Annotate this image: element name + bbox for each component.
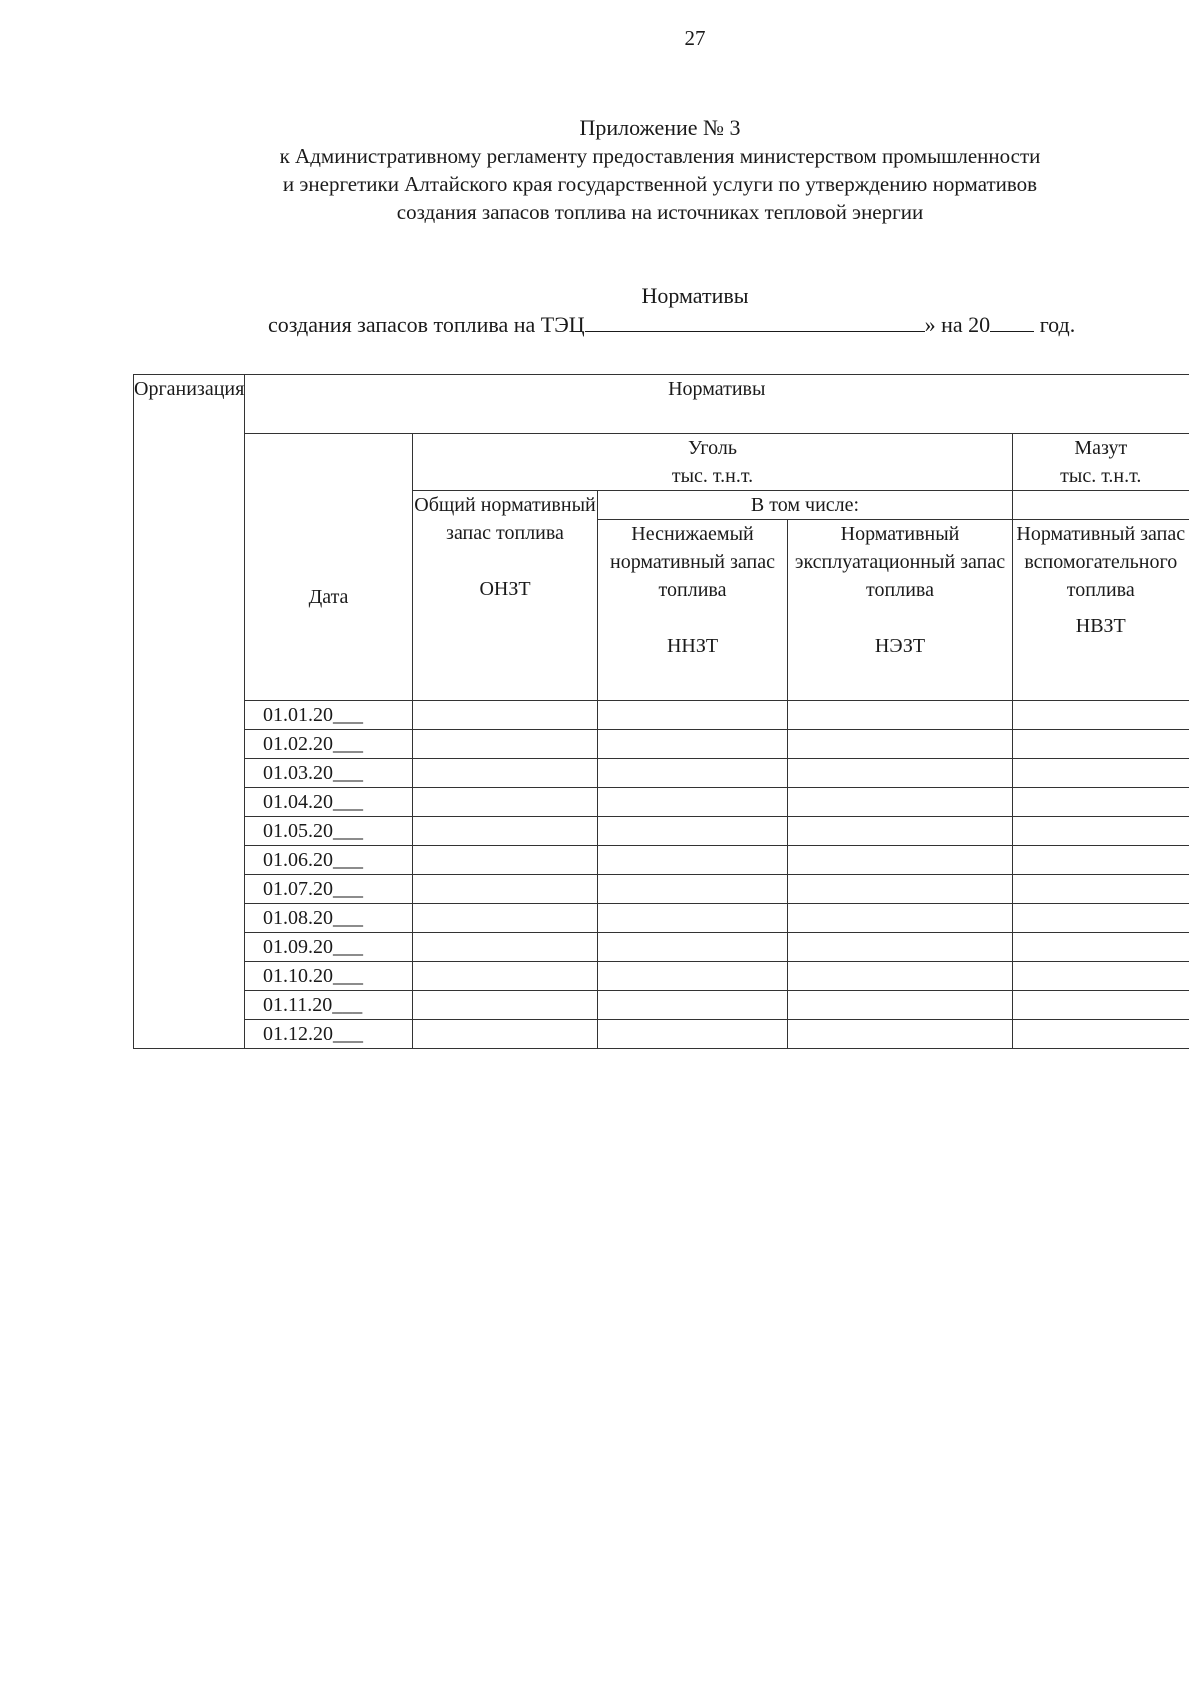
nnzt-cell[interactable] [598,730,788,759]
col-auxiliary-label: Нормативный запас вспомогательного топлива [1016,523,1186,601]
table-row [134,962,1189,991]
onzt-cell[interactable] [413,962,598,991]
nezt-cell[interactable] [788,817,1013,846]
date-cell: 01.05.20___ [245,817,413,846]
onzt-cell[interactable] [413,730,598,759]
nezt-cell[interactable] [788,759,1013,788]
date-cell: 01.06.20___ [245,846,413,875]
onzt-cell[interactable] [413,875,598,904]
onzt-cell[interactable] [413,933,598,962]
nnzt-cell[interactable] [598,759,788,788]
nnzt-cell[interactable] [598,1020,788,1049]
nezt-cell[interactable] [788,846,1013,875]
nnzt-cell[interactable] [598,875,788,904]
onzt-cell[interactable] [413,904,598,933]
date-cell: 01.09.20___ [245,933,413,962]
document-title: Нормативы [641,283,749,308]
document-subtitle [268,312,1075,338]
nvzt-cell[interactable] [1013,788,1189,817]
including-header: В том числе: [598,491,1013,520]
appendix-line: к Административному регламенту предоставления министерством промышленности [279,144,1041,168]
nnzt-cell[interactable] [598,701,788,730]
norms-header: Нормативы [668,378,766,400]
org-header: Организация [134,378,245,400]
date-cell: 01.02.20___ [245,730,413,759]
nezt-cell[interactable] [788,1020,1013,1049]
onzt-cell[interactable] [413,701,598,730]
coal-unit: тыс. т.н.т. [671,465,754,487]
subtitle-middle: » на 20 [924,312,991,337]
col-irreducible-abbr: ННЗТ [666,635,719,657]
nnzt-cell[interactable] [598,817,788,846]
date-header-cell [245,434,413,701]
nezt-cell[interactable] [788,730,1013,759]
date-cell: 01.07.20___ [245,875,413,904]
onzt-cell[interactable] [413,759,598,788]
nvzt-cell[interactable] [1013,1020,1189,1049]
nnzt-cell[interactable] [598,991,788,1020]
date-cell: 01.12.20___ [245,1020,413,1049]
nezt-cell[interactable] [788,962,1013,991]
fuel-oil-spacer [1013,491,1189,520]
appendix-title: Приложение № 3 [579,115,741,140]
nvzt-cell[interactable] [1013,875,1189,904]
date-cell: 01.04.20___ [245,788,413,817]
nvzt-cell[interactable] [1013,991,1189,1020]
nezt-cell[interactable] [788,904,1013,933]
col-total-label: Общий нормативный запас топлива [414,494,596,544]
onzt-cell[interactable] [413,817,598,846]
nvzt-cell[interactable] [1013,846,1189,875]
date-header: Дата [308,586,349,608]
nvzt-cell[interactable] [1013,730,1189,759]
coal-header-cell [413,434,1013,491]
onzt-cell[interactable] [413,788,598,817]
nnzt-cell[interactable] [598,933,788,962]
col-total-abbr: ОНЗТ [479,578,531,600]
nvzt-cell[interactable] [1013,759,1189,788]
table-row [134,701,1189,730]
nezt-cell[interactable] [788,701,1013,730]
col-operational-abbr: НЭЗТ [874,635,926,657]
col-auxiliary-header [1013,520,1189,701]
table-row [134,730,1189,759]
nezt-cell[interactable] [788,933,1013,962]
date-cell: 01.01.20___ [245,701,413,730]
subtitle-prefix: создания запасов топлива на ТЭЦ [268,312,585,337]
col-total-header [413,491,598,701]
norms-header-cell [245,375,1189,434]
table-row [134,904,1189,933]
nnzt-cell[interactable] [598,788,788,817]
appendix-line: создания запасов топлива на источниках тепловой энергии [396,200,924,224]
appendix-line: и энергетики Алтайского края государственной услуги по утверждению нормативов [282,172,1038,196]
date-cell: 01.03.20___ [245,759,413,788]
nvzt-cell[interactable] [1013,904,1189,933]
onzt-cell[interactable] [413,846,598,875]
table-row [134,788,1189,817]
nvzt-cell[interactable] [1013,701,1189,730]
coal-header: Уголь [688,437,737,459]
table-row [134,759,1189,788]
nezt-cell[interactable] [788,875,1013,904]
fuel-oil-unit: тыс. т.н.т. [1060,465,1142,487]
table-row [134,875,1189,904]
onzt-cell[interactable] [413,991,598,1020]
col-operational-header [788,520,1013,701]
table-row [134,1020,1189,1049]
norms-table [133,374,1189,1049]
nnzt-cell[interactable] [598,962,788,991]
year-blank[interactable] [990,331,1034,332]
appendix-header [185,114,1135,226]
onzt-cell[interactable] [413,1020,598,1049]
table-row [134,933,1189,962]
org-header-cell [134,375,245,1049]
table-row [134,846,1189,875]
date-cell: 01.08.20___ [245,904,413,933]
col-irreducible-header [598,520,788,701]
nvzt-cell[interactable] [1013,933,1189,962]
nezt-cell[interactable] [788,991,1013,1020]
table-row [134,817,1189,846]
nnzt-cell[interactable] [598,904,788,933]
table-row [134,991,1189,1020]
date-cell: 01.10.20___ [245,962,413,991]
col-irreducible-label: Неснижаемый нормативный запас топлива [610,523,775,601]
subtitle-suffix: год. [1034,312,1076,337]
tec-name-blank[interactable] [585,331,925,332]
fuel-oil-header: Мазут [1074,437,1128,459]
col-auxiliary-abbr: НВЗТ [1075,615,1126,637]
nnzt-cell[interactable] [598,846,788,875]
nvzt-cell[interactable] [1013,962,1189,991]
date-cell: 01.11.20___ [245,991,413,1020]
page-number: 27 [684,26,706,50]
nezt-cell[interactable] [788,788,1013,817]
col-operational-label: Нормативный эксплуатационный запас топлива [794,523,1006,601]
fuel-oil-header-cell [1013,434,1189,491]
nvzt-cell[interactable] [1013,817,1189,846]
